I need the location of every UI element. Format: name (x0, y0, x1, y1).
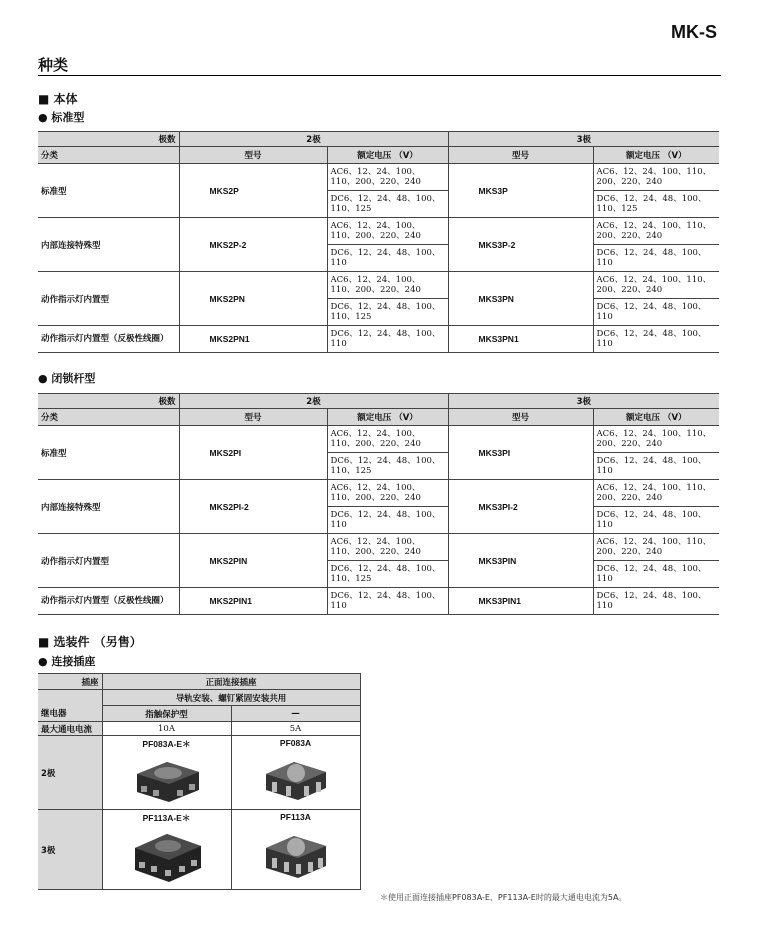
footnote: ＊使用正面连接插座PF083A-E、PF113A-E时的最大通电电流为5A。 (380, 893, 627, 902)
ac-voltage: AC6、12、24、100、110、200、220、240 (327, 426, 448, 453)
dc-voltage: DC6、12、24、48、100、110 (593, 299, 719, 326)
model-cell: MKS2PN1 (179, 326, 327, 353)
relay-header: 继电器 (38, 706, 102, 722)
ac-voltage: AC6、12、24、100、110、200、220、240 (327, 480, 448, 507)
voltage-header: 额定电压 （V） (593, 409, 719, 426)
voltage-header: 额定电压 （V） (327, 147, 448, 164)
ac-voltage: AC6、12、24、100、110、200、220、240 (593, 426, 719, 453)
three-pole-header: 3极 (448, 394, 719, 409)
ac-voltage: AC6、12、24、100、110、200、220、240 (327, 272, 448, 299)
blank-cell (38, 690, 102, 706)
ac-voltage: AC6、12、24、100、110、200、220、240 (327, 218, 448, 245)
front-connect-header: 正面连接插座 (102, 674, 360, 690)
mount-header: 导轨安装、螺钉紧固安装共用 (102, 690, 360, 706)
standard-heading: ● 标准型 (38, 111, 85, 124)
socket-cell (102, 810, 231, 890)
socket-model: PF113A-E＊ (142, 813, 191, 823)
ac-voltage: AC6、12、24、100、110、200、220、240 (593, 218, 719, 245)
row-category: 内部连接特殊型 (38, 218, 179, 272)
socket-model: PF113A (280, 812, 311, 822)
row-category: 动作指示灯内置型 (38, 534, 179, 588)
dc-voltage: DC6、12、24、48、100、110 (593, 507, 719, 534)
row-category: 标准型 (38, 164, 179, 218)
category-header: 分类 (38, 409, 179, 426)
socket-heading: ● 连接插座 (38, 655, 96, 668)
model-cell: MKS2PI (179, 426, 327, 480)
model-header: 型号 (448, 409, 593, 426)
model-cell: MKS3PI (448, 426, 593, 480)
body-heading: ■ 本体 (38, 92, 78, 106)
dc-voltage: DC6、12、24、48、100、110、125 (327, 453, 448, 480)
section-title: 种类 (38, 56, 69, 74)
row-category: 内部连接特殊型 (38, 480, 179, 534)
max-current-label: 最大通电电流 (38, 722, 102, 736)
socket-image (256, 754, 336, 806)
model-cell: MKS2P (179, 164, 327, 218)
ac-voltage: AC6、12、24、100、110、200、220、240 (593, 534, 719, 561)
dc-voltage: DC6、12、24、48、100、110、125 (593, 191, 719, 218)
poles-header: 极数 (38, 132, 179, 147)
ac-voltage: AC6、12、24、100、110、200、220、240 (593, 480, 719, 507)
row-category: 动作指示灯内置型（反极性线圈） (38, 588, 179, 615)
dc-voltage: DC6、12、24、48、100、110 (327, 245, 448, 272)
socket-header: 插座 (38, 674, 102, 690)
dc-voltage: DC6、12、24、48、100、110、125 (327, 299, 448, 326)
model-cell: MKS2PI-2 (179, 480, 327, 534)
dc-voltage: DC6、12、24、48、100、110 (327, 588, 448, 615)
socket-image (256, 828, 336, 884)
latch-heading: ● 闭锁杆型 (38, 372, 96, 385)
row-category: 动作指示灯内置型 (38, 272, 179, 326)
two-pole-label: 2极 (38, 736, 102, 810)
model-header: 型号 (179, 409, 327, 426)
model-cell: MKS3PN1 (448, 326, 593, 353)
ac-voltage: AC6、12、24、100、110、200、220、240 (593, 164, 719, 191)
dc-voltage: DC6、12、24、48、100、110 (327, 507, 448, 534)
socket-cell (231, 736, 360, 810)
ac-voltage: AC6、12、24、100、110、200、220、240 (327, 164, 448, 191)
ac-voltage: AC6、12、24、100、110、200、220、240 (593, 272, 719, 299)
model-cell: MKS3PIN1 (448, 588, 593, 615)
voltage-header: 额定电压 （V） (327, 409, 448, 426)
socket-cell (102, 736, 231, 810)
latch-lever-table (38, 393, 719, 615)
socket-model: PF083A-E＊ (142, 739, 191, 749)
model-code: MK-S (671, 22, 717, 42)
max-current-value: 10A (102, 722, 231, 736)
model-header: 型号 (179, 147, 327, 164)
section-rule (38, 75, 721, 76)
row-category: 动作指示灯内置型（反极性线圈） (38, 326, 179, 353)
model-cell: MKS3PI-2 (448, 480, 593, 534)
finger-protect-header: 指触保护型 (102, 706, 231, 722)
model-cell: MKS2PIN1 (179, 588, 327, 615)
dc-voltage: DC6、12、24、48、100、110 (593, 245, 719, 272)
dc-voltage: DC6、12、24、48、100、110、125 (327, 191, 448, 218)
options-heading: ■ 选装件 （另售） (38, 635, 142, 649)
standard-type-table (38, 131, 719, 353)
dc-voltage: DC6、12、24、48、100、110 (593, 561, 719, 588)
model-cell: MKS3P-2 (448, 218, 593, 272)
model-cell: MKS3P (448, 164, 593, 218)
dc-voltage: DC6、12、24、48、100、110 (327, 326, 448, 353)
voltage-header: 额定电压 （V） (593, 147, 719, 164)
dc-voltage: DC6、12、24、48、100、110、125 (327, 561, 448, 588)
model-header: 型号 (448, 147, 593, 164)
poles-header: 极数 (38, 394, 179, 409)
dc-voltage: DC6、12、24、48、100、110 (593, 326, 719, 353)
dc-voltage: DC6、12、24、48、100、110 (593, 588, 719, 615)
two-pole-header: 2极 (179, 394, 448, 409)
socket-model: PF083A (279, 738, 312, 748)
category-header: 分类 (38, 147, 179, 164)
ac-voltage: AC6、12、24、100、110、200、220、240 (327, 534, 448, 561)
three-pole-label: 3极 (38, 810, 102, 890)
dash-header: — (231, 706, 360, 722)
model-cell: MKS2PN (179, 272, 327, 326)
max-current-value: 5A (231, 722, 360, 736)
two-pole-header: 2极 (179, 132, 448, 147)
socket-image (127, 756, 207, 808)
dc-voltage: DC6、12、24、48、100、110 (593, 453, 719, 480)
model-cell: MKS2PIN (179, 534, 327, 588)
socket-image (127, 830, 207, 886)
model-cell: MKS3PN (448, 272, 593, 326)
model-cell: MKS3PIN (448, 534, 593, 588)
model-cell: MKS2P-2 (179, 218, 327, 272)
socket-table (38, 673, 361, 890)
three-pole-header: 3极 (448, 132, 719, 147)
socket-cell (231, 810, 360, 890)
row-category: 标准型 (38, 426, 179, 480)
